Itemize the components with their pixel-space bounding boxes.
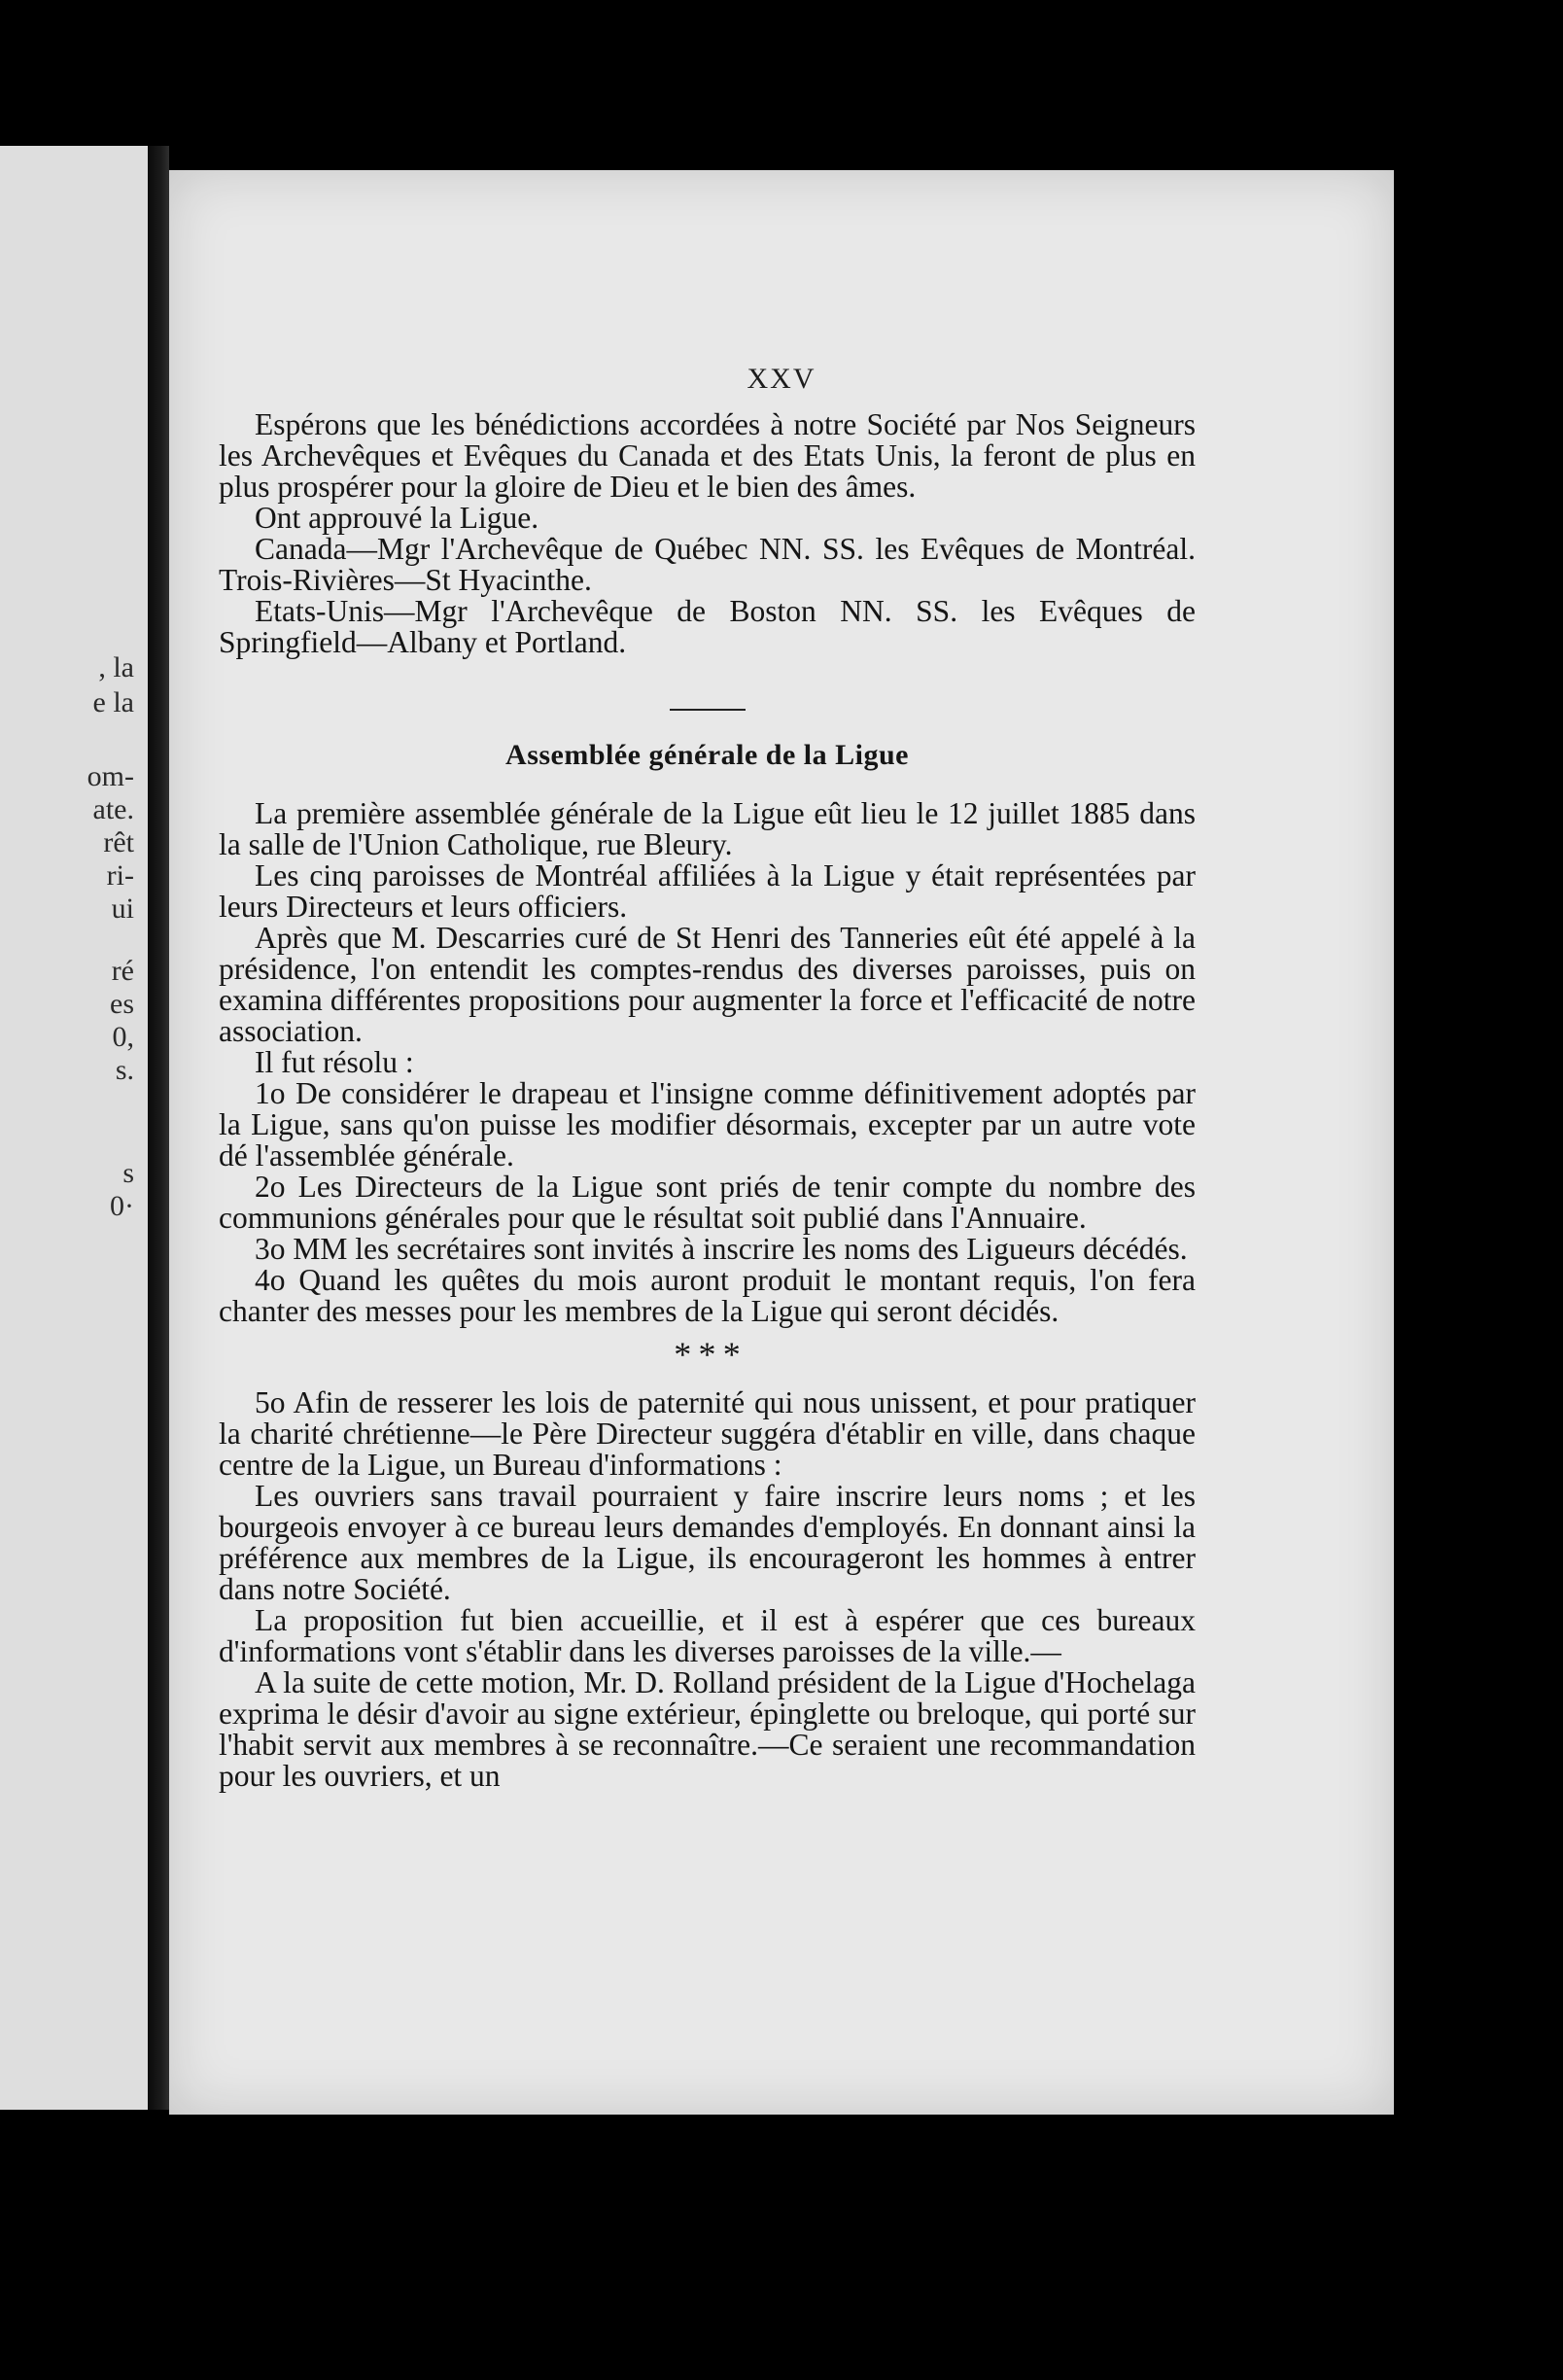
document-page [169, 170, 1394, 2115]
fragment-line: e la [92, 686, 134, 718]
page-gutter [148, 146, 169, 2110]
paragraph: Après que M. Descarries curé de St Henri des Tanneries eût été appelé à la présidence, l'on entendit les comptes-rendus des diverses paroisses, puis on examina différentes propositions pour augmenter la force et l'efficacité de notre association. [219, 921, 1196, 1048]
resolution-item: 1o De considérer le drapeau et l'insigne comme définitivement adoptés par la Ligue, sans qu'on puisse les modifier désormais, excepter par un autre vote dé l'assemblée générale. [219, 1076, 1196, 1172]
paragraph: La proposition fut bien accueillie, et il est à espérer que ces bureaux d'informations vont s'établir dans les diverses paroisses de la ville.— [219, 1603, 1196, 1668]
resolution-item: 3o MM les secrétaires sont invités à inscrire les noms des Ligueurs décédés. [255, 1232, 1188, 1266]
resolution-item: 5o Afin de resserer les lois de paternité qui nous unissent, et pour pratiquer la charité chrétienne—le Père Directeur suggéra d'établir en ville, dans chaque centre de la Ligue, un Bureau d'informations : [219, 1385, 1196, 1482]
paragraph: Les cinq paroisses de Montréal affiliées à la Ligue y était représentées par leurs Directeurs et leurs officiers. [219, 858, 1196, 924]
fragment-line: , la [98, 651, 134, 683]
paragraph: Espérons que les bénédictions accordées à notre Société par Nos Seigneurs les Archevêques et Evêques du Canada et des Etats Unis, la feront de plus en plus prospérer pour la gloire de Dieu et le bien des âmes. [219, 407, 1196, 504]
fragment-line: 0· [110, 1190, 134, 1222]
fragment-line: s [122, 1157, 134, 1189]
fragment-line: rêt [103, 826, 134, 858]
paragraph: Les ouvriers sans travail pourraient y faire inscrire leurs noms ; et les bourgeois envoyer à ce bureau leurs demandes d'employés. En donnant ainsi la préférence aux membres de la Ligue, ils encourageront les hommes à entrer dans notre Société. [219, 1479, 1196, 1606]
fragment-line: ré [111, 955, 134, 987]
section-heading: Assemblée générale de la Ligue [505, 739, 909, 771]
asterism-separator: * * * [674, 1335, 741, 1374]
paragraph: Etats-Unis—Mgr l'Archevêque de Boston NN. SS. les Evêques de Springfield—Albany et Portland. [219, 594, 1196, 659]
paragraph: La première assemblée générale de la Ligue eût lieu le 12 juillet 1885 dans la salle de l'Union Catholique, rue Bleury. [219, 796, 1196, 861]
paragraph: Il fut résolu : [255, 1045, 414, 1079]
fragment-line: om- [87, 760, 134, 792]
fragment-line: es [110, 988, 134, 1020]
section-divider [670, 709, 746, 711]
paragraph: Ont approuvé la Ligue. [255, 501, 539, 535]
resolution-item: 2o Les Directeurs de la Ligue sont priés de tenir compte du nombre des communions générales pour que le résultat soit publié dans l'Annuaire. [219, 1170, 1196, 1235]
fragment-line: ate. [92, 793, 134, 825]
fragment-line: 0, [112, 1021, 134, 1053]
body-text [219, 409, 1196, 1792]
fragment-line: ri- [106, 859, 134, 892]
previous-page-edge [0, 146, 148, 2110]
paragraph: Canada—Mgr l'Archevêque de Québec NN. SS. les Evêques de Montréal. Trois-Rivières—St Hyacinthe. [219, 532, 1196, 597]
fragment-line: s. [115, 1054, 134, 1086]
previous-page-text-fragments [0, 146, 148, 2110]
page-number: XXV [747, 363, 816, 395]
fragment-line: ui [111, 892, 134, 925]
resolution-item: 4o Quand les quêtes du mois auront produit le montant requis, l'on fera chanter des messes pour les membres de la Ligue qui seront décidés. [219, 1263, 1196, 1328]
paragraph: A la suite de cette motion, Mr. D. Rolland président de la Ligue d'Hochelaga exprima le désir d'avoir au signe extérieur, épinglette ou breloque, qui porté sur l'habit servit aux membres à se reconnaître.—Ce seraient une recommandation pour les ouvriers, et un [219, 1665, 1196, 1793]
